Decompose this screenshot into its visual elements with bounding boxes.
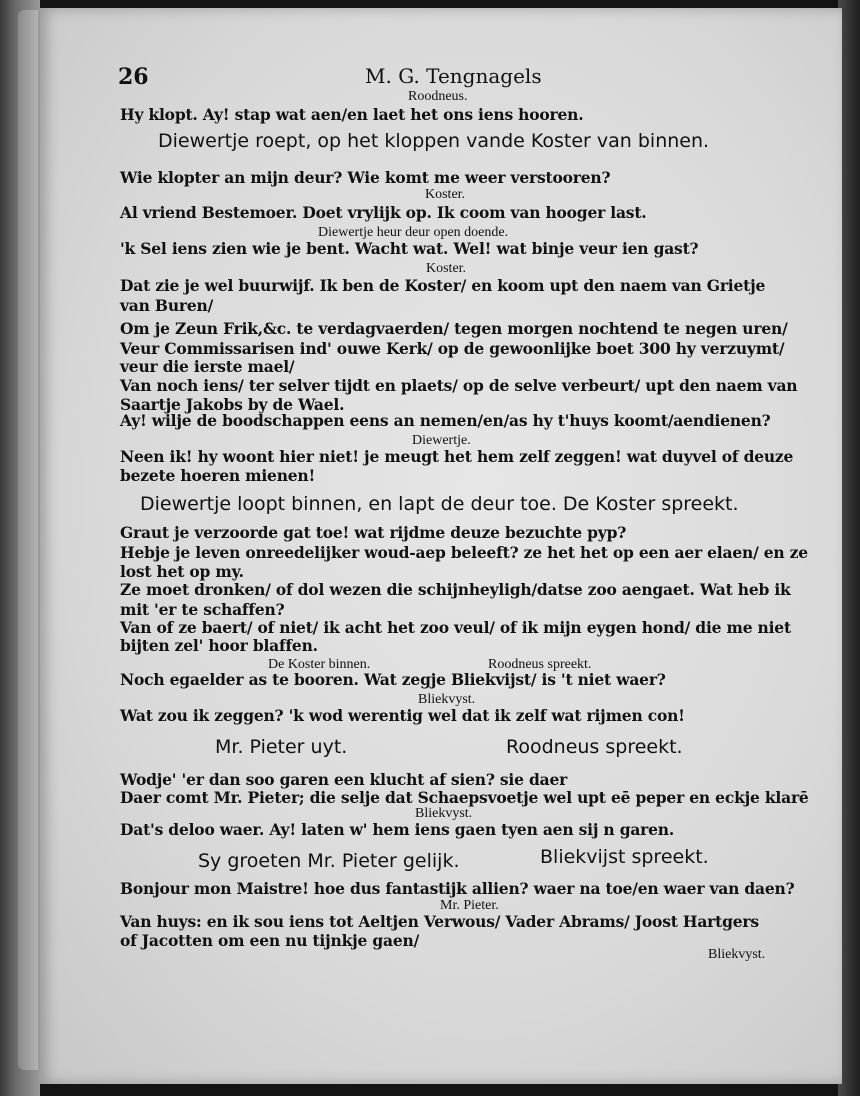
dialogue-line: bijten zel' hoor blaffen. — [120, 636, 318, 655]
stage-direction: Diewertje roept, op het kloppen vande Koster van binnen. — [158, 130, 710, 152]
dialogue-line: Ay! wilje de boodschappen eens an nemen/en/as hy t'huys koomt/aendienen? — [120, 411, 771, 430]
dialogue-line: lost het op my. — [120, 562, 244, 581]
dialogue-line: of Jacotten om een nu tijnkje gaen/ — [120, 931, 420, 950]
dialogue-line: Van of ze baert/ of niet/ ik acht het zoo veul/ of ik mijn eygen hond/ die me niet — [120, 618, 791, 637]
dialogue-line: Graut je verzoorde gat toe! wat rijdme deuze bezuchte pyp? — [120, 523, 627, 542]
dialogue-line: bezete hoeren mienen! — [120, 466, 316, 485]
dialogue-line: Om je Zeun Frik,&c. te verdagvaerden/ tegen morgen nochtend te negen uren/ — [120, 319, 788, 338]
dialogue-line: Dat zie je wel buurwijf. Ik ben de Koster/ en koom upt den naem van Grietje — [120, 276, 766, 295]
stage-direction: Mr. Pieter uyt. — [215, 736, 348, 758]
dialogue-line: veur die ierste mael/ — [120, 357, 295, 376]
speaker-label: Koster. — [426, 261, 467, 276]
dialogue-line: Wodje' 'er dan soo garen een klucht af sien? sie daer — [120, 770, 568, 789]
stage-direction: Roodneus spreekt. — [488, 657, 592, 672]
dialogue-line: Ze moet dronken/ of dol wezen die schijnheyligh/datse zoo aengaet. Wat heb ik — [120, 580, 791, 599]
dialogue-line: Van huys: en ik sou iens tot Aeltjen Verwous/ Vader Abrams/ Joost Hartgers — [120, 912, 759, 931]
dialogue-line: Daer comt Mr. Pieter; die selje dat Schaepsvoetje wel upt eē peper en eckje klarē — [120, 788, 809, 807]
book-page — [38, 8, 842, 1084]
dialogue-line: Saartje Jakobs by de Wael. — [120, 395, 345, 414]
dialogue-line: Bonjour mon Maistre! hoe dus fantastijk allien? waer na toe/en waer van daen? — [120, 879, 795, 898]
stage-direction: Roodneus spreekt. — [506, 736, 683, 758]
page-number: 26 — [118, 64, 149, 90]
dialogue-line: Hy klopt. Ay! stap wat aen/en laet het ons iens hooren. — [120, 105, 584, 124]
dialogue-line: mit 'er te schaffen? — [120, 600, 285, 619]
dialogue-line: Noch egaelder as te booren. Wat zegje Bliekvijst/ is 't niet waer? — [120, 670, 666, 689]
speaker-label: Bliekvyst. — [418, 692, 476, 707]
running-title: M. G. Tengnagels — [365, 64, 542, 88]
speaker-label: Diewertje. — [412, 433, 471, 448]
dialogue-line: Veur Commissarisen ind' ouwe Kerk/ op de gewoonlijke boet 300 hy verzuymt/ — [120, 339, 785, 358]
dialogue-line: Al vriend Bestemoer. Doet vrylijk op. Ik coom van hooger last. — [120, 203, 647, 222]
dialogue-line: Wat zou ik zeggen? 'k wod werentig wel dat ik zelf wat rijmen con! — [120, 706, 685, 725]
dialogue-line: Hebje je leven onreedelijker woud-aep beleeft? ze het het op een aer elaen/ en ze — [120, 543, 808, 562]
catchword: Bliekvyst. — [708, 947, 766, 962]
stage-direction: Diewertje loopt binnen, en lapt de deur toe. De Koster spreekt. — [140, 493, 739, 515]
dialogue-line: van Buren/ — [120, 296, 214, 315]
speaker-label: Mr. Pieter. — [440, 898, 499, 913]
dialogue-line: Wie klopter an mijn deur? Wie komt me weer verstooren? — [120, 168, 611, 187]
speaker-label: Bliekvyst. — [415, 806, 473, 821]
dialogue-line: Neen ik! hy woont hier niet! je meugt het hem zelf zeggen! wat duyvel of deuze — [120, 447, 794, 466]
speaker-label: Koster. — [425, 187, 466, 202]
stage-direction: Bliekvijst spreekt. — [540, 846, 709, 868]
dialogue-line: Dat's deloo waer. Ay! laten w' hem iens gaen tyen aen sij n garen. — [120, 820, 675, 839]
stage-direction: De Koster binnen. — [268, 657, 371, 672]
stage-direction: Diewertje heur deur open doende. — [318, 225, 509, 240]
dialogue-line: Van noch iens/ ter selver tijdt en plaets/ op de selve verbeurt/ upt den naem van — [120, 376, 798, 395]
stage-direction: Sy groeten Mr. Pieter gelijk. — [198, 850, 460, 872]
speaker-label: Roodneus. — [408, 89, 468, 104]
dialogue-line: 'k Sel iens zien wie je bent. Wacht wat. Wel! wat binje veur ien gast? — [120, 239, 699, 258]
